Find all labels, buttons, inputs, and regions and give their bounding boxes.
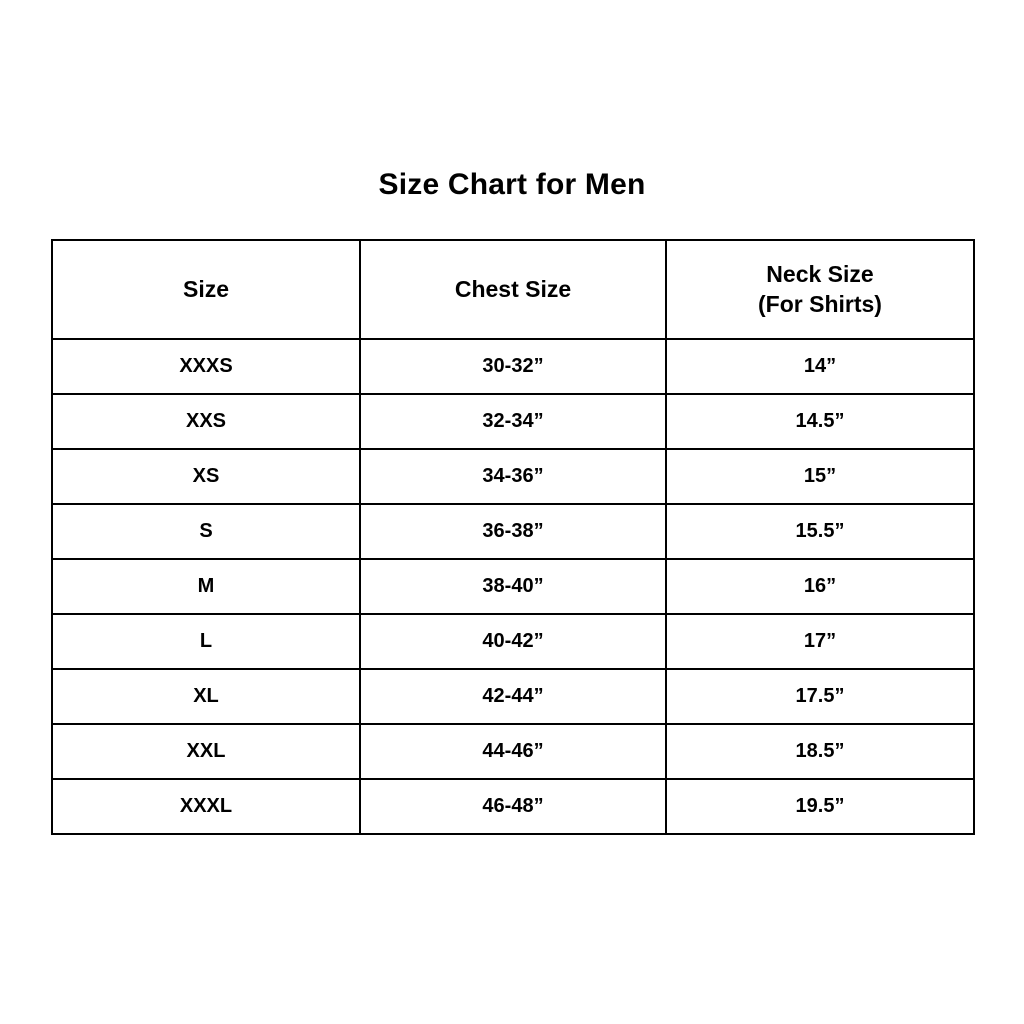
column-header-neck — [666, 240, 974, 339]
column-header-neck-label: Neck Size — [766, 261, 874, 288]
table-row — [52, 669, 974, 724]
cell-size: XS — [52, 449, 360, 504]
table-row — [52, 339, 974, 394]
cell-size: M — [52, 559, 360, 614]
cell-chest: 36-38” — [360, 504, 666, 559]
cell-neck: 17.5” — [666, 669, 974, 724]
table-row — [52, 779, 974, 834]
table-row — [52, 559, 974, 614]
cell-size: XXS — [52, 394, 360, 449]
column-header-chest-label: Chest Size — [454, 275, 572, 302]
column-header-size — [52, 240, 360, 339]
cell-size: XXXS — [52, 339, 360, 394]
table-row — [52, 614, 974, 669]
cell-neck: 16” — [666, 559, 974, 614]
cell-neck: 14” — [666, 339, 974, 394]
cell-chest: 44-46” — [360, 724, 666, 779]
table-row — [52, 449, 974, 504]
column-header-chest — [360, 240, 666, 339]
cell-size: XXL — [52, 724, 360, 779]
table-body — [52, 339, 974, 834]
cell-size: S — [52, 504, 360, 559]
cell-size: L — [52, 614, 360, 669]
cell-neck: 19.5” — [666, 779, 974, 834]
cell-chest: 46-48” — [360, 779, 666, 834]
cell-chest: 38-40” — [360, 559, 666, 614]
cell-neck: 14.5” — [666, 394, 974, 449]
page-title: Size Chart for Men — [378, 168, 646, 201]
cell-size: XL — [52, 669, 360, 724]
size-chart-table — [51, 239, 975, 835]
table-row — [52, 504, 974, 559]
table-row — [52, 724, 974, 779]
cell-chest: 30-32” — [360, 339, 666, 394]
cell-neck: 15” — [666, 449, 974, 504]
size-chart-table-wrapper — [51, 239, 973, 835]
cell-chest: 32-34” — [360, 394, 666, 449]
table-header-row — [52, 240, 974, 339]
cell-chest: 34-36” — [360, 449, 666, 504]
cell-neck: 15.5” — [666, 504, 974, 559]
cell-chest: 40-42” — [360, 614, 666, 669]
table-header — [52, 240, 974, 339]
cell-neck: 18.5” — [666, 724, 974, 779]
cell-size: XXXL — [52, 779, 360, 834]
column-header-size-label: Size — [182, 275, 230, 302]
table-row — [52, 394, 974, 449]
column-header-neck-sublabel: (For Shirts) — [758, 290, 882, 317]
cell-neck: 17” — [666, 614, 974, 669]
cell-chest: 42-44” — [360, 669, 666, 724]
